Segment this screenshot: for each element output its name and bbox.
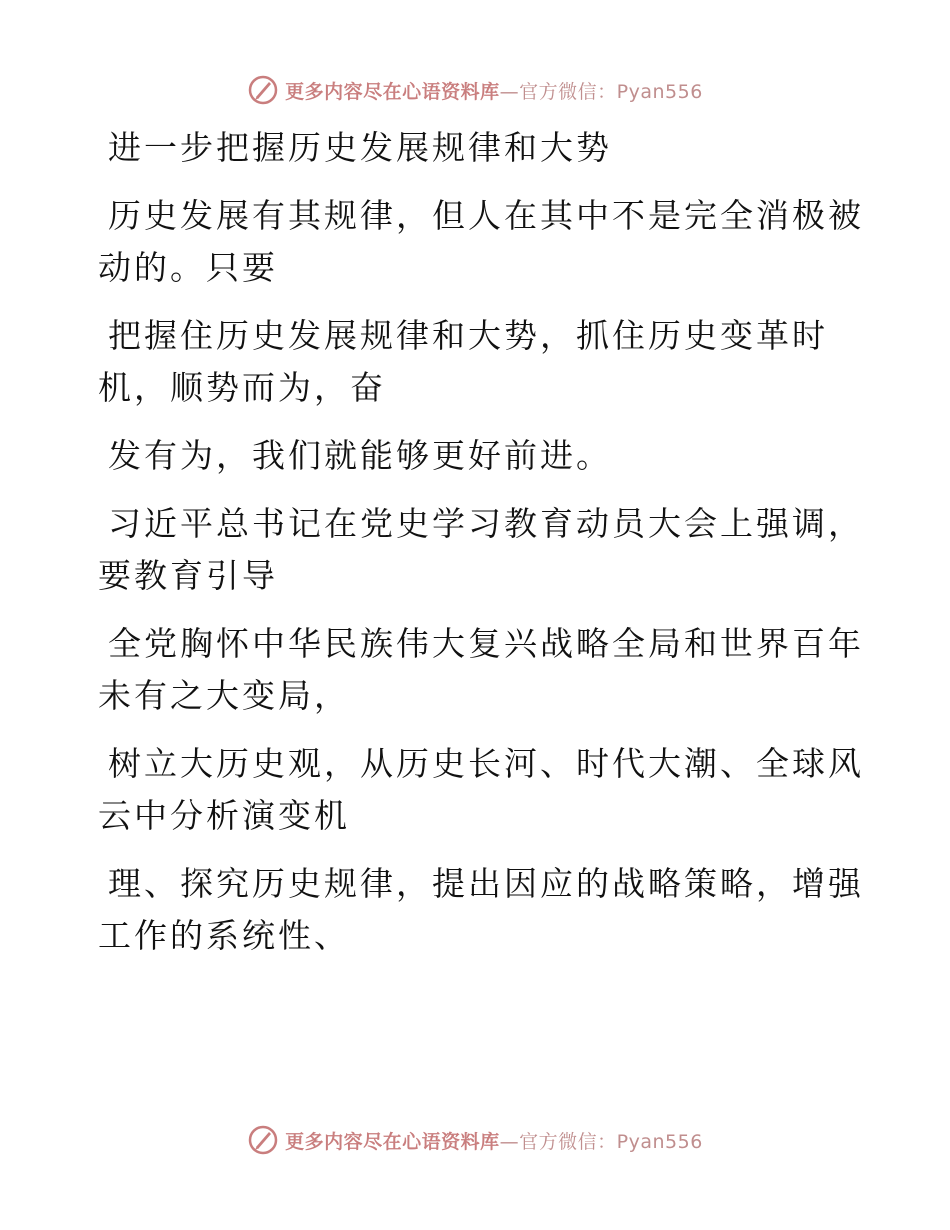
- paragraph-line: 未有之大变局，: [98, 676, 350, 715]
- paragraph: [98, 618, 864, 722]
- watermark-sub: —官方微信：Pyan556: [499, 1130, 703, 1153]
- paragraph: [98, 430, 838, 482]
- watermark-text: [285, 1127, 703, 1154]
- paragraph-line: 全党胸怀中华民族伟大复兴战略全局和世界百年: [108, 624, 864, 663]
- paragraph-line: 机，顺势而为，奋: [98, 368, 386, 407]
- paragraph-line: 要教育引导: [98, 556, 278, 595]
- paragraph: [98, 190, 864, 294]
- quill-logo-icon: [247, 74, 279, 106]
- paragraph-line: 云中分析演变机: [98, 796, 350, 835]
- paragraph-line: 历史发展有其规律，但人在其中不是完全消极被: [108, 196, 864, 235]
- paragraph: [98, 498, 864, 602]
- paragraph-line: 工作的系统性、: [98, 916, 350, 955]
- paragraph: [98, 122, 838, 174]
- paragraph-line: 理、探究历史规律，提出因应的战略策略，增强: [108, 864, 864, 903]
- watermark-text: [285, 77, 703, 104]
- paragraph-line: 发有为，我们就能够更好前进。: [108, 436, 612, 475]
- watermark-main: 更多内容尽在心语资料库: [285, 1130, 500, 1153]
- watermark-header: [0, 70, 950, 110]
- paragraph-line: 树立大历史观，从历史长河、时代大潮、全球风: [108, 744, 864, 783]
- paragraph-line: 动的。只要: [98, 248, 278, 287]
- watermark-sub: —官方微信：Pyan556: [499, 80, 703, 103]
- watermark-main: 更多内容尽在心语资料库: [285, 80, 500, 103]
- paragraph: [98, 858, 864, 962]
- document-body: [98, 122, 864, 978]
- quill-logo-icon: [247, 1124, 279, 1156]
- paragraph: [98, 310, 838, 414]
- paragraph: [98, 738, 864, 842]
- watermark-footer: [0, 1120, 950, 1160]
- paragraph-line: 进一步把握历史发展规律和大势: [108, 128, 612, 167]
- paragraph-line: 把握住历史发展规律和大势，抓住历史变革时: [108, 316, 828, 355]
- paragraph-line: 习近平总书记在党史学习教育动员大会上强调，: [108, 504, 864, 543]
